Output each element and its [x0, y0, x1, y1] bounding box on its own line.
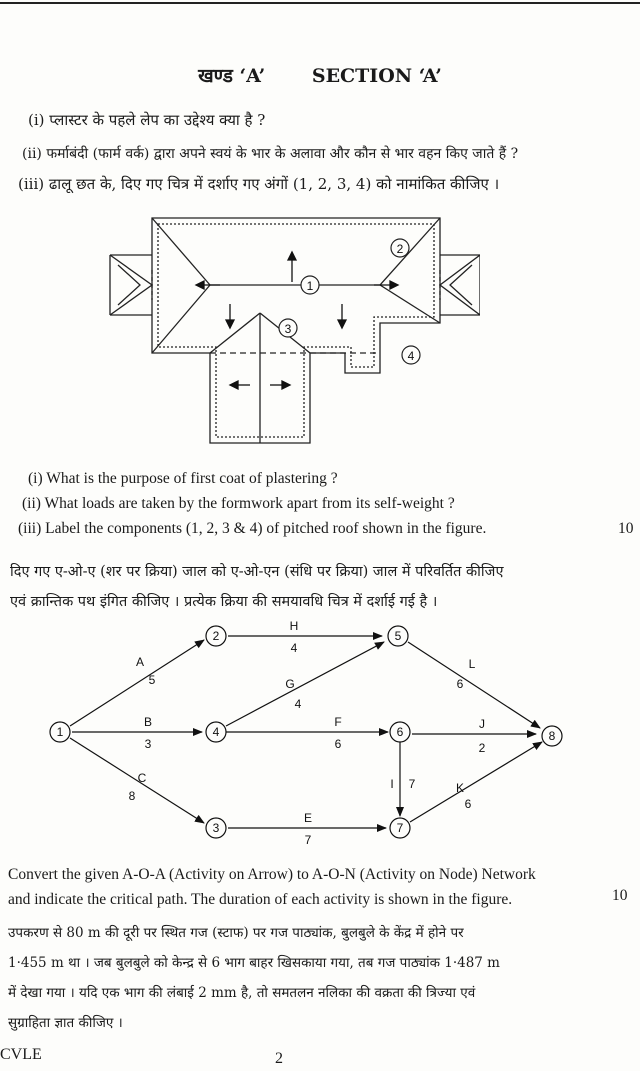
activity-I-name: I: [390, 777, 394, 791]
top-rule: [0, 2, 640, 4]
activity-J-name: J: [479, 717, 485, 731]
section-heading-english: SECTION ‘A’: [311, 65, 442, 87]
roof-label-1: 1: [306, 279, 314, 293]
node-label-7: 7: [396, 821, 404, 835]
activity-A-duration: 5: [148, 673, 156, 687]
roof-label-2: 2: [396, 242, 404, 256]
activity-G-duration: 4: [294, 697, 302, 711]
question-1-ii-english: (ii) What loads are taken by the formwork apart from its self-weight ?: [22, 495, 455, 512]
question-1-ii-hindi: (ii) फर्माबंदी (फार्म वर्क) द्वारा अपने स्वयं के भार के अलावा और कौन से भार वहन किए जाते हैं ?: [22, 146, 519, 162]
activity-E-duration: 7: [304, 833, 312, 847]
arrow-L: [408, 642, 540, 728]
marks-network-question: 10: [612, 887, 628, 904]
activity-H-duration: 4: [290, 641, 298, 655]
node-label-8: 8: [548, 729, 556, 743]
roof-label-3: 3: [284, 322, 292, 336]
node-label-3: 3: [212, 821, 220, 835]
pitched-roof-figure: [100, 210, 480, 455]
node-label-2: 2: [212, 629, 220, 643]
activity-C-name: C: [137, 771, 147, 785]
leveling-hindi-line-1: उपकरण से 80 m की दूरी पर स्थित गज (स्टाफ) पर गज पाठ्यांक, बुलबुले के केंद्र में होने पर: [8, 925, 464, 941]
activity-B-name: B: [143, 715, 153, 729]
activity-E-name: E: [303, 811, 313, 825]
activity-L-duration: 6: [456, 677, 464, 691]
activity-I-duration: 7: [408, 777, 416, 791]
network-hindi-line-1: दिए गए ए-ओ-ए (शर पर क्रिया) जाल को ए-ओ-एन (संधि पर क्रिया) जाल में परिवर्तित कीजिए: [10, 564, 504, 580]
activity-J-duration: 2: [478, 741, 486, 755]
node-label-5: 5: [394, 629, 402, 643]
network-question-hindi: [10, 557, 503, 617]
node-label-4: 4: [212, 725, 220, 739]
activity-B-duration: 3: [144, 737, 152, 751]
activity-L-name: L: [468, 657, 476, 671]
roof-label-4: 4: [407, 349, 415, 363]
network-question-english: [8, 862, 536, 912]
footer-code: CVLE: [0, 1046, 42, 1063]
leveling-hindi-line-3: में देखा गया । यदि एक भाग की लंबाई 2 mm है, तो समतलन नलिका की वक्रता की त्रिज्या एवं: [8, 985, 476, 1001]
network-hindi-line-2: एवं क्रान्तिक पथ इंगित कीजिए । प्रत्येक क्रिया की समयावधि चित्र में दर्शाई गई है ।: [10, 594, 438, 610]
activity-H-name: H: [289, 619, 299, 633]
activity-K-name: K: [455, 781, 465, 795]
question-1-iii-english: (iii) Label the components (1, 2, 3 & 4) of pitched roof shown in the figure.: [18, 520, 487, 537]
activity-G-name: G: [285, 677, 295, 691]
page-number: 2: [275, 1050, 283, 1067]
arrow-A: [70, 640, 204, 726]
activity-F-duration: 6: [334, 737, 342, 751]
activity-K-duration: 6: [464, 797, 472, 811]
leveling-question-hindi: [8, 918, 500, 1038]
section-heading-hindi: खण्ड ‘A’: [198, 65, 266, 87]
question-1-iii-hindi: (iii) ढालू छत के, दिए गए चित्र में दर्शाए गए अंगों (1, 2, 3, 4) को नामांकित कीजिए ।: [18, 175, 500, 193]
leveling-hindi-line-2: 1·455 m था । जब बुलबुले को केन्द्र से 6 भाग बाहर खिसकाया गया, तब गज पाठ्यांक 1·487 m: [8, 955, 500, 971]
leveling-hindi-line-4: सुग्राहिता ज्ञात कीजिए ।: [8, 1015, 123, 1031]
network-english-line-1: Convert the given A-O-A (Activity on Arrow) to A-O-N (Activity on Node) Network: [8, 866, 536, 883]
node-label-1: 1: [56, 725, 64, 739]
marks-question-1: 10: [618, 520, 634, 537]
activity-F-name: F: [334, 715, 342, 729]
activity-C-duration: 8: [128, 789, 136, 803]
aoa-network-diagram: [40, 610, 580, 850]
activity-A-name: A: [135, 655, 145, 669]
question-1-i-hindi: (i) प्लास्टर के पहले लेप का उद्देश्य क्या है ?: [28, 111, 266, 129]
node-label-6: 6: [396, 725, 404, 739]
section-heading: [0, 62, 640, 88]
arrow-G: [226, 642, 384, 726]
arrow-K: [410, 742, 542, 822]
question-1-i-english: (i) What is the purpose of first coat of plastering ?: [28, 470, 338, 487]
network-english-line-2: and indicate the critical path. The duration of each activity is shown in the figure.: [8, 891, 513, 908]
